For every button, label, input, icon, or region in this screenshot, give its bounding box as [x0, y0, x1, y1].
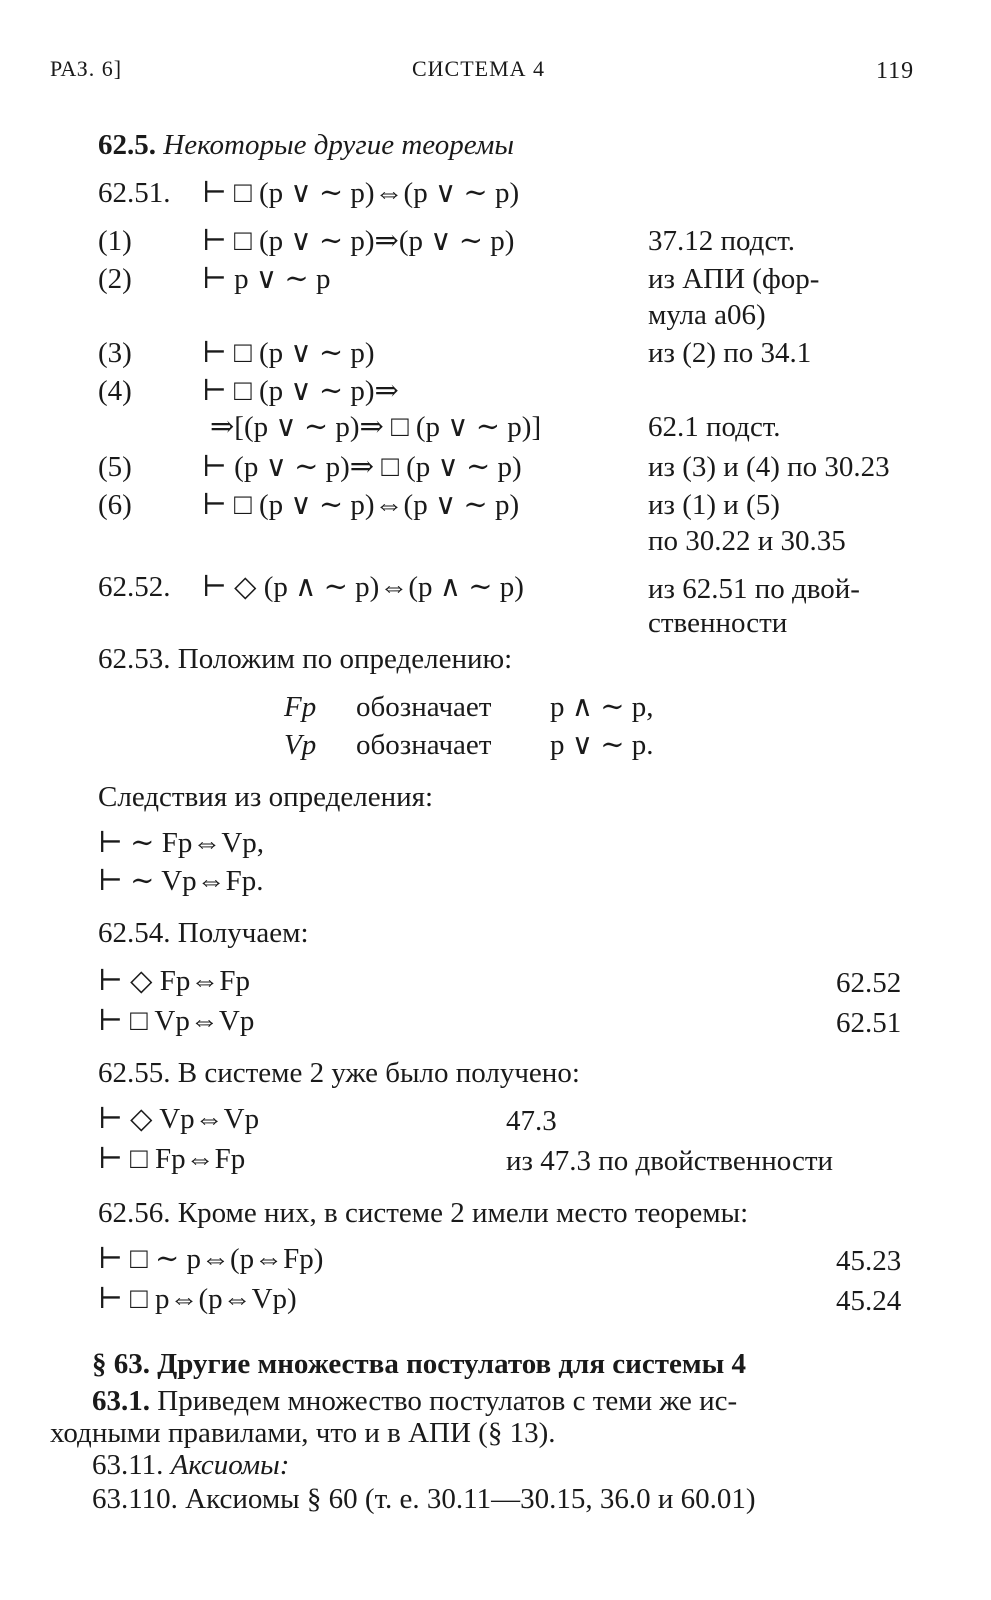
theorem-62-52-formula: ⊢ ◇ (p ∧ ∼ p)⇔(p ∧ ∼ p) — [202, 571, 524, 603]
theorem-formula: ⊢ □ ∼ p⇔(p⇔Fp) — [98, 1243, 324, 1275]
theorem-formula: ⊢ □ Vp⇔Vp — [98, 1005, 255, 1037]
paragraph-63-11 — [92, 1448, 289, 1483]
paragraph-63-1 — [92, 1384, 737, 1419]
paragraph-63-110: 63.110. Аксиомы § 60 (т. е. 30.11—30.15, 36.0 и 60.01) — [92, 1483, 756, 1515]
theorem-reference: 62.51 — [836, 1007, 902, 1039]
proof-step-justification: из (1) и (5) — [648, 489, 780, 521]
definition-term: Fp — [284, 691, 317, 723]
proof-step-number: (3) — [98, 337, 132, 369]
definition-verb: обозначает — [356, 691, 492, 723]
page-number: 119 — [876, 58, 915, 84]
paragraph-63-1-continued: ходными правилами, что и в АПИ (§ 13). — [50, 1417, 556, 1449]
proof-step-formula-continued: ⇒[(p ∨ ∼ p)⇒ □ (p ∨ ∼ p)] — [210, 411, 542, 443]
subsection-62-5 — [98, 128, 514, 163]
paragraph-text: Приведем множество постулатов с теми же ис- — [157, 1385, 738, 1417]
definition-verb: обозначает — [356, 729, 492, 761]
definition-term: Vp — [284, 729, 317, 761]
theorem-reference: 47.3 — [506, 1105, 557, 1137]
paragraph-number: 63.11. — [92, 1449, 164, 1481]
paragraph-number: 63.1. — [92, 1385, 150, 1417]
theorem-62-52-justification: из 62.51 по двой- — [648, 573, 860, 605]
theorem-reference: 45.24 — [836, 1285, 902, 1317]
proof-step-justification: из (3) и (4) по 30.23 — [648, 451, 890, 483]
proof-step-justification: из (2) по 34.1 — [648, 337, 812, 369]
proof-step-number: (4) — [98, 375, 132, 407]
theorem-formula: ⊢ ◇ Fp⇔Fp — [98, 965, 250, 997]
theorem-formula: ⊢ □ p⇔(p⇔Vp) — [98, 1283, 297, 1315]
running-header-left: РАЗ. 6] — [50, 56, 123, 81]
theorem-reference: из 47.3 по двойственности — [506, 1145, 834, 1177]
definition-value: p ∧ ∼ p, — [550, 691, 654, 723]
section-63-heading: § 63. Другие множества постулатов для системы 4 — [92, 1348, 746, 1380]
definition-value: p ∨ ∼ p. — [550, 729, 654, 761]
proof-step-formula: ⊢ □ (p ∨ ∼ p) — [202, 337, 375, 369]
theorem-62-55-intro: 62.55. В системе 2 уже было получено: — [98, 1057, 580, 1089]
subsection-number: 62.5. — [98, 129, 156, 161]
proof-step-number: (6) — [98, 489, 132, 521]
proof-step-justification: по 30.22 и 30.35 — [648, 525, 846, 557]
theorem-reference: 45.23 — [836, 1245, 902, 1277]
proof-step-formula: ⊢ □ (p ∨ ∼ p)⇒(p ∨ ∼ p) — [202, 225, 515, 257]
proof-step-formula: ⊢ p ∨ ∼ p — [202, 263, 331, 295]
theorem-formula: ⊢ □ Fp⇔Fp — [98, 1143, 246, 1175]
theorem-reference: 62.52 — [836, 967, 902, 999]
proof-step-justification: 37.12 подст. — [648, 225, 796, 257]
proof-step-formula: ⊢ □ (p ∨ ∼ p)⇔(p ∨ ∼ p) — [202, 489, 520, 521]
proof-step-number: (1) — [98, 225, 132, 257]
proof-step-justification: мула a06) — [648, 299, 766, 331]
definition-62-53-intro: 62.53. Положим по определению: — [98, 643, 513, 675]
theorem-formula: ⊢ ◇ Vp⇔Vp — [98, 1103, 260, 1135]
proof-step-justification: 62.1 подст. — [648, 411, 781, 443]
theorem-62-54-intro: 62.54. Получаем: — [98, 917, 309, 949]
theorem-62-51-number: 62.51. — [98, 177, 171, 209]
theorem-62-52-number: 62.52. — [98, 571, 171, 603]
proof-step-formula: ⊢ □ (p ∨ ∼ p)⇒ — [202, 375, 399, 407]
consequence-formula: ⊢ ∼ Fp⇔Vp, — [98, 827, 265, 859]
running-header-title: СИСТЕМА 4 — [412, 56, 546, 81]
consequence-formula: ⊢ ∼ Vp⇔Fp. — [98, 865, 264, 897]
proof-step-formula: ⊢ (p ∨ ∼ p)⇒ □ (p ∨ ∼ p) — [202, 451, 522, 483]
paragraph-title: Аксиомы: — [170, 1449, 290, 1481]
theorem-62-52-justification: ственности — [648, 607, 788, 639]
consequences-label: Следствия из определения: — [98, 781, 434, 813]
proof-step-number: (5) — [98, 451, 132, 483]
proof-step-justification: из АПИ (фор- — [648, 263, 820, 295]
theorem-62-56-intro: 62.56. Кроме них, в системе 2 имели место теоремы: — [98, 1197, 749, 1229]
subsection-title: Некоторые другие теоремы — [163, 129, 515, 161]
proof-step-number: (2) — [98, 263, 132, 295]
theorem-62-51-formula: ⊢ □ (p ∨ ∼ p)⇔(p ∨ ∼ p) — [202, 177, 520, 209]
